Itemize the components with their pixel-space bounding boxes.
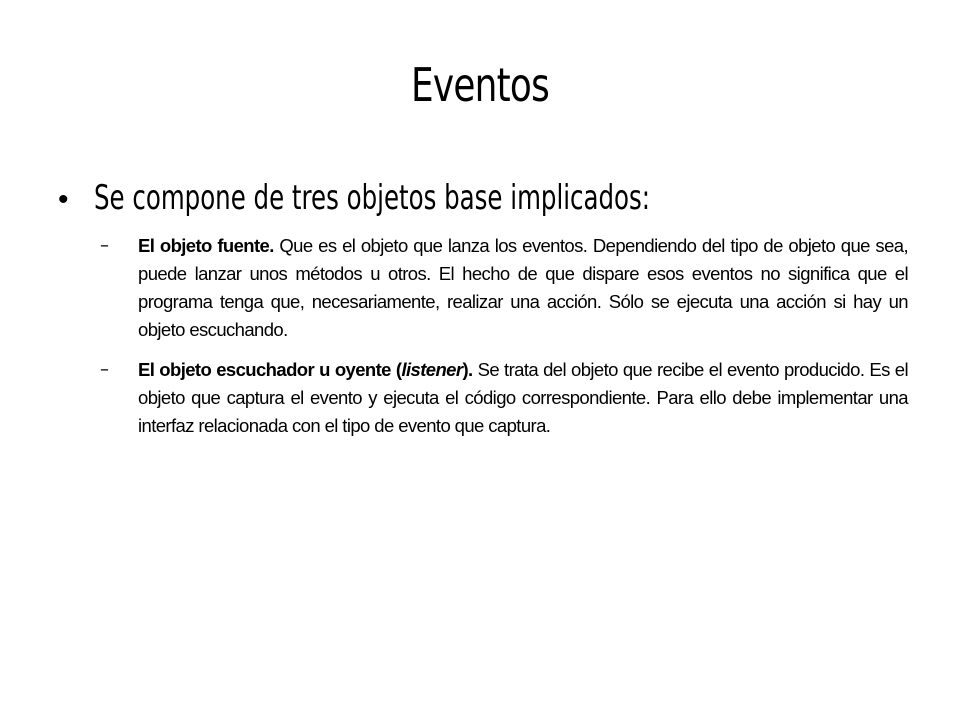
term-description: Que es el objeto que lanza los eventos. Dependiendo del tipo de objeto que sea, puede lanzar unos métodos u otros. El hecho de que dispare esos eventos no significa que el programa tenga que, necesariamente, realizar una acción. Sólo se ejecuta una acción si hay un objeto escuchando. [138, 235, 908, 340]
dash-icon: – [100, 359, 109, 380]
slide-title: Eventos [411, 58, 549, 112]
term-label-prefix: El objeto escuchador u oyente ( [138, 359, 402, 380]
sub-bullet-source-object [100, 232, 908, 344]
main-bullet-text: Se compone de tres objetos base implicados: [94, 178, 651, 218]
term-label: El objeto fuente. [138, 235, 274, 256]
term-label-italic: listener [401, 359, 463, 380]
dash-icon: – [100, 235, 109, 256]
sub-bullet-list [100, 232, 908, 452]
term-label-suffix: ). [462, 359, 473, 380]
sub-bullet-text [138, 356, 908, 440]
sub-bullet-text [138, 232, 908, 344]
sub-bullet-listener-object [100, 356, 908, 440]
main-bullet [58, 178, 918, 218]
bullet-icon: • [58, 183, 69, 216]
term-description: Se trata del objeto que recibe el evento producido. Es el objeto que captura el evento y ejecuta el código correspondiente. Para ello debe implementar una interfaz relacionada con el tipo de evento que captura. [138, 359, 908, 436]
